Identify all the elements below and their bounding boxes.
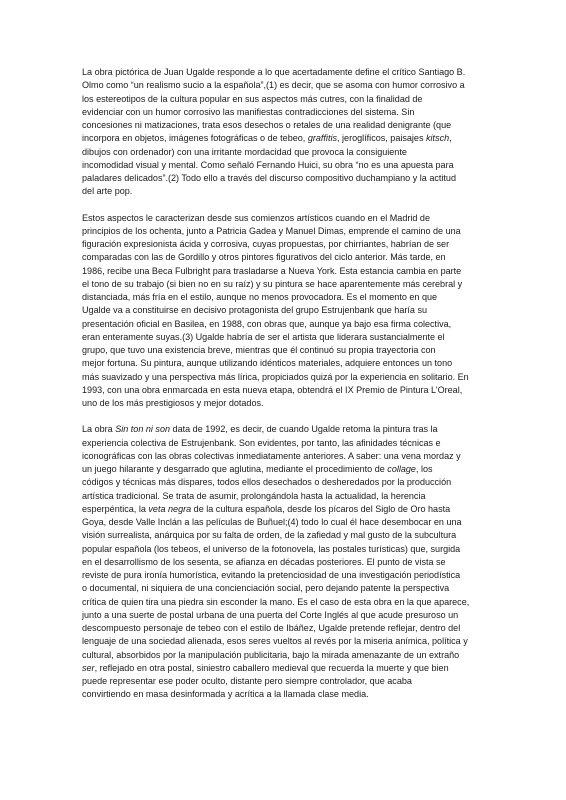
text-segment: artística tradicional. Se trata de asumir, prolongándola hasta la actualidad, la herencia	[82, 490, 426, 501]
text-line	[82, 463, 486, 476]
text-line	[82, 79, 486, 92]
text-line	[82, 543, 486, 556]
text-segment: concesiones ni matizaciones, trata esos desechos o retales de una realidad denigrante (que	[82, 120, 452, 130]
text-segment: evidenciar con un humor corrosivo las manifiestas contradicciones del sistema. Sin	[82, 106, 415, 117]
text-line	[82, 503, 486, 516]
text-segment: convirtiendo en masa desinformada y acrítica a la llamada clase media.	[82, 689, 369, 700]
text-segment: dibujos con ordenador) con una irritante mordacidad que provoca la consiguiente	[82, 146, 407, 157]
text-line	[82, 304, 486, 317]
text-line	[82, 490, 486, 503]
italic-text-segment: kitsch	[426, 133, 450, 144]
document-page	[82, 66, 486, 702]
text-line	[82, 476, 486, 489]
italic-text-segment: collage	[387, 464, 416, 474]
text-segment: crítica de quien tira una piedra sin esconder la mano. Es el caso de esta obra en la que aparece,	[82, 596, 470, 607]
text-segment: Olmo como “un realismo sucio a la española”,(1) es decir, que se asoma con humor corrosivo a	[82, 80, 465, 91]
text-segment: iconográficas con las obras colectivas inmediatamente anteriores. A saber: una vena mordaz y	[82, 450, 461, 461]
text-line	[82, 251, 486, 264]
text-segment: 1986, recibe una Beca Fulbright para trasladarse a Nueva York. Esta estancia cambia en parte	[82, 265, 462, 276]
italic-text-segment: veta negra	[148, 503, 192, 514]
text-segment: , reflejado en otra postal, siniestro caballero medieval que recuerda la muerte y que bien	[94, 662, 449, 673]
text-line	[82, 212, 486, 225]
text-segment: Goya, desde Valle Inclán a las películas de Buñuel;(4) todo lo cual él hace desembocar en una	[82, 517, 462, 527]
text-segment: La obra	[82, 424, 116, 435]
text-segment: cultural, absorbidos por la manipulación publicitaria, bajo la mirada amenazante de un extraño	[82, 649, 460, 660]
text-segment: , los	[415, 464, 433, 474]
text-segment: grupo, que tuvo una existencia breve, mientras que él continuó su propia trayectoria con	[82, 345, 436, 355]
text-segment: mejor fortuna. Su pintura, aunque utilizando idénticos materiales, adquiere entonces un tono	[82, 358, 453, 369]
text-segment: un juego hilarante y desgarrado que aglutina, mediante el procedimiento de	[82, 464, 388, 474]
text-segment: los estereotipos de la cultura popular en sus aspectos más cutres, con la finalidad de	[82, 93, 423, 104]
text-segment: ,	[449, 133, 452, 144]
text-segment: lenguaje de una sociedad alienada, esos seres vueltos al revés por la miseria anímica, política y	[82, 636, 468, 647]
text-segment: junto a una suerte de postal urbana de una puerta del Corte Inglés al que acude presuroso un	[82, 609, 459, 620]
text-segment: incorpora en objetos, imágenes fotográficas o de tebeo,	[82, 133, 308, 144]
body-paragraph	[82, 212, 486, 411]
text-line	[82, 662, 486, 675]
text-line	[82, 582, 486, 595]
text-line	[82, 397, 486, 410]
text-line	[82, 344, 486, 357]
text-segment: uno de los más prestigiosos y mejor dotados.	[82, 398, 264, 408]
text-line	[82, 132, 486, 145]
text-line	[82, 146, 486, 159]
text-line	[82, 371, 486, 384]
text-segment: comparadas con las de Gordillo y otros pintores figurativos del ciclo anterior. Más tarde, en	[82, 252, 446, 263]
text-line	[82, 569, 486, 582]
text-segment: incomodidad visual y mental. Como señaló Fernando Huici, su obra “no es una apuesta para	[82, 159, 454, 170]
text-segment: , jeroglíficos, paisajes	[337, 133, 427, 144]
text-line	[82, 516, 486, 529]
text-line	[82, 66, 486, 79]
text-segment: eran enteramente suyas.(3) Ugalde habría de ser el artista que liderara sustancialmente el	[82, 331, 445, 342]
text-line	[82, 265, 486, 278]
text-line	[82, 556, 486, 569]
text-line	[82, 318, 486, 331]
text-segment: data de 1992, es decir, de cuando Ugalde retoma la pintura tras la	[170, 424, 438, 435]
text-segment: el tono de su trabajo (si bien no en su raíz) y su pintura se hace aparentemente más cerebral y	[82, 278, 463, 289]
text-segment: Estos aspectos le caracterizan desde sus comienzos artísticos cuando en el Madrid de	[82, 212, 430, 223]
text-segment: visión surrealista, anárquica por su falta de orden, de la zafiedad y mal gusto de la subcultura	[82, 530, 457, 541]
text-segment: presentación oficial en Basilea, en 1988, con obras que, aunque ya bajo esa firma colectiva,	[82, 318, 452, 329]
text-segment: popular española (los tebeos, el universo de la fotonovela, las postales turísticas) que, surgida	[82, 543, 461, 554]
text-line	[82, 93, 486, 106]
text-segment: códigos y técnicas más dispares, todos ellos desechados o desheredados por la producción	[82, 477, 452, 488]
text-segment: del arte pop.	[82, 186, 133, 197]
text-line	[82, 159, 486, 172]
text-line	[82, 185, 486, 198]
text-line	[82, 688, 486, 701]
text-segment: en el desarrollismo de los sesenta, se afianza en décadas posteriores. El punto de vista se	[82, 556, 446, 567]
text-segment: de la cultura española, desde los pícaros del Siglo de Oro hasta	[191, 503, 451, 514]
text-line	[82, 649, 486, 662]
text-segment: La obra pictórica de Juan Ugalde responde a lo que acertadamente define el crítico Santiago B.	[82, 67, 466, 77]
text-line	[82, 635, 486, 648]
text-segment: o documental, ni siquiera de una concienciación social, pero dejando patente la perspectiva	[82, 583, 450, 594]
text-line	[82, 423, 486, 436]
text-segment: paladares delicados”.(2) Todo ello a través del discurso compositivo duchampiano y la actitud	[82, 173, 456, 183]
body-paragraph	[82, 66, 486, 199]
text-segment: reviste de pura ironía humorística, evitando la pretenciosidad de una investigación periodística	[82, 570, 461, 580]
text-segment: más suavizado y una perspectiva más lírica, propiciados quizá por la experiencia en solitario. En	[82, 371, 469, 382]
text-segment: experiencia colectiva de Estrujenbank. Son evidentes, por tanto, las afinidades técnicas e	[82, 437, 441, 448]
text-line	[82, 437, 486, 450]
text-segment: descompuesto personaje de tebeo con el estilo de Ibáñez, Ugalde pretende reflejar, dentro del	[82, 623, 461, 633]
text-line	[82, 331, 486, 344]
text-line	[82, 172, 486, 185]
text-segment: esperpéntica, la	[82, 503, 149, 514]
text-segment: 1993, con una obra enmarcada en esta nueva etapa, obtendrá el IX Premio de Pintura L’Oreal,	[82, 384, 463, 395]
text-line	[82, 357, 486, 370]
text-line	[82, 596, 486, 609]
text-line	[82, 106, 486, 119]
text-segment: puede representar ese poder oculto, distante pero siempre controlador, que acaba	[82, 676, 412, 686]
text-segment: distanciada, más fría en el estilo, aunque no menos provocadora. Es el momento en que	[82, 292, 438, 302]
text-line	[82, 225, 486, 238]
text-line	[82, 622, 486, 635]
text-line	[82, 238, 486, 251]
text-segment: principios de los ochenta, junto a Patricia Gadea y Manuel Dimas, emprende el camino de una	[82, 225, 461, 236]
italic-text-segment: ser	[82, 662, 95, 673]
text-line	[82, 450, 486, 463]
italic-text-segment: Sin ton ni son	[115, 424, 171, 435]
italic-text-segment: graffitis	[307, 133, 337, 144]
text-line	[82, 291, 486, 304]
text-segment: figuración expresionista ácida y corrosiva, cuyas propuestas, por chirriantes, habrían de ser	[82, 239, 450, 249]
text-line	[82, 119, 486, 132]
text-line	[82, 609, 486, 622]
text-line	[82, 384, 486, 397]
text-segment: Ugalde va a constituirse en decisivo protagonista del grupo Estrujenbank que haría su	[82, 305, 428, 316]
body-paragraph	[82, 423, 486, 701]
text-line	[82, 675, 486, 688]
text-line	[82, 529, 486, 542]
text-line	[82, 278, 486, 291]
